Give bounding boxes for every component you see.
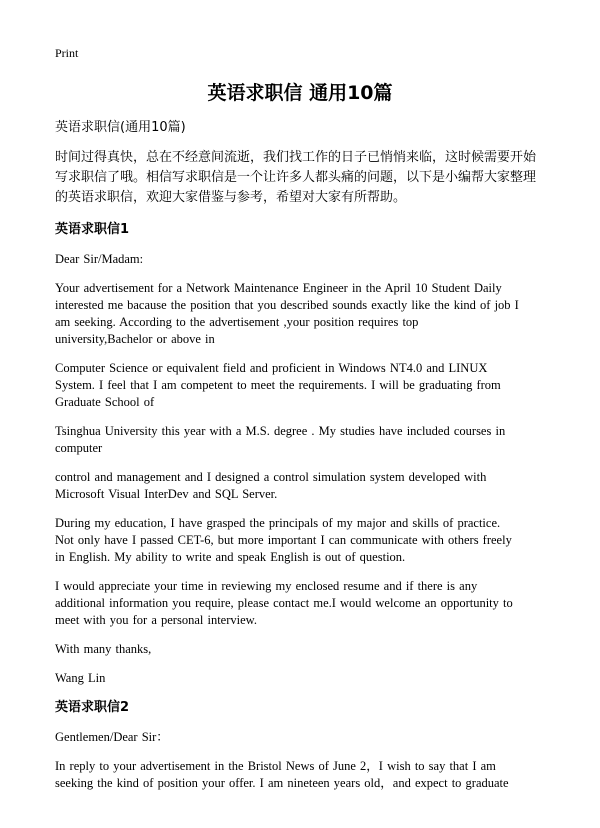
letter1-paragraph: Computer Science or equivalent field and proficient in Windows NT4.0 and LINUX System. I feel that I am competent to meet the requirements. I will be graduating from Graduate School of: [55, 361, 501, 409]
page-title: 英语求职信 通用10篇: [207, 82, 393, 104]
letter1-closing: With many thanks,: [55, 642, 152, 656]
letter1-paragraph: Tsinghua University this year with a M.S. degree . My studies have included courses in computer: [55, 424, 506, 455]
letter1-paragraph: Your advertisement for a Network Maintenance Engineer in the April 10 Student Daily interested me bacause the position that you described sounds exactly like the kind of job I am seeking. According to the advertisement ,your position requires top university,Bachelor or above in: [55, 281, 519, 346]
print-link[interactable]: Print: [55, 46, 79, 60]
letter2-paragraph: In reply to your advertisement in the Bristol News of June 2，I wish to say that I am seeking the kind of position your offer. I am nineteen years old，and expect to graduate: [55, 759, 509, 790]
letter1-salutation: Dear Sir/Madam:: [55, 252, 144, 266]
letter2-heading: 英语求职信2: [55, 700, 130, 715]
letter1-paragraph: I would appreciate your time in reviewing my enclosed resume and if there is any additional information you require, please contact me.I would welcome an opportunity to meet with you for a personal interview.: [55, 579, 513, 627]
document-body: [55, 119, 547, 804]
document-subtitle: 英语求职信(通用10篇): [55, 120, 186, 135]
letter1-paragraph: During my education, I have grasped the principals of my major and skills of practice. Not only have I passed CET-6, but more important I can communicate with others freely in English. My ability to write and speak English is out of question.: [55, 516, 512, 564]
intro-paragraph: 时间过得真快，总在不经意间流逝，我们找工作的日子已悄悄来临，这时候需要开始写求职信了哦。相信写求职信是一个让许多人都头痛的问题，以下是小编帮大家整理的英语求职信，欢迎大家借鉴与参考，希望对大家有所帮助。: [55, 150, 537, 205]
letter1-signature: Wang Lin: [55, 671, 106, 685]
letter1-heading: 英语求职信1: [55, 222, 130, 237]
letter1-paragraph: control and management and I designed a control simulation system developed with Microsoft Visual InterDev and SQL Server.: [55, 470, 487, 501]
letter2-salutation: Gentlemen/Dear Sir：: [55, 730, 169, 744]
